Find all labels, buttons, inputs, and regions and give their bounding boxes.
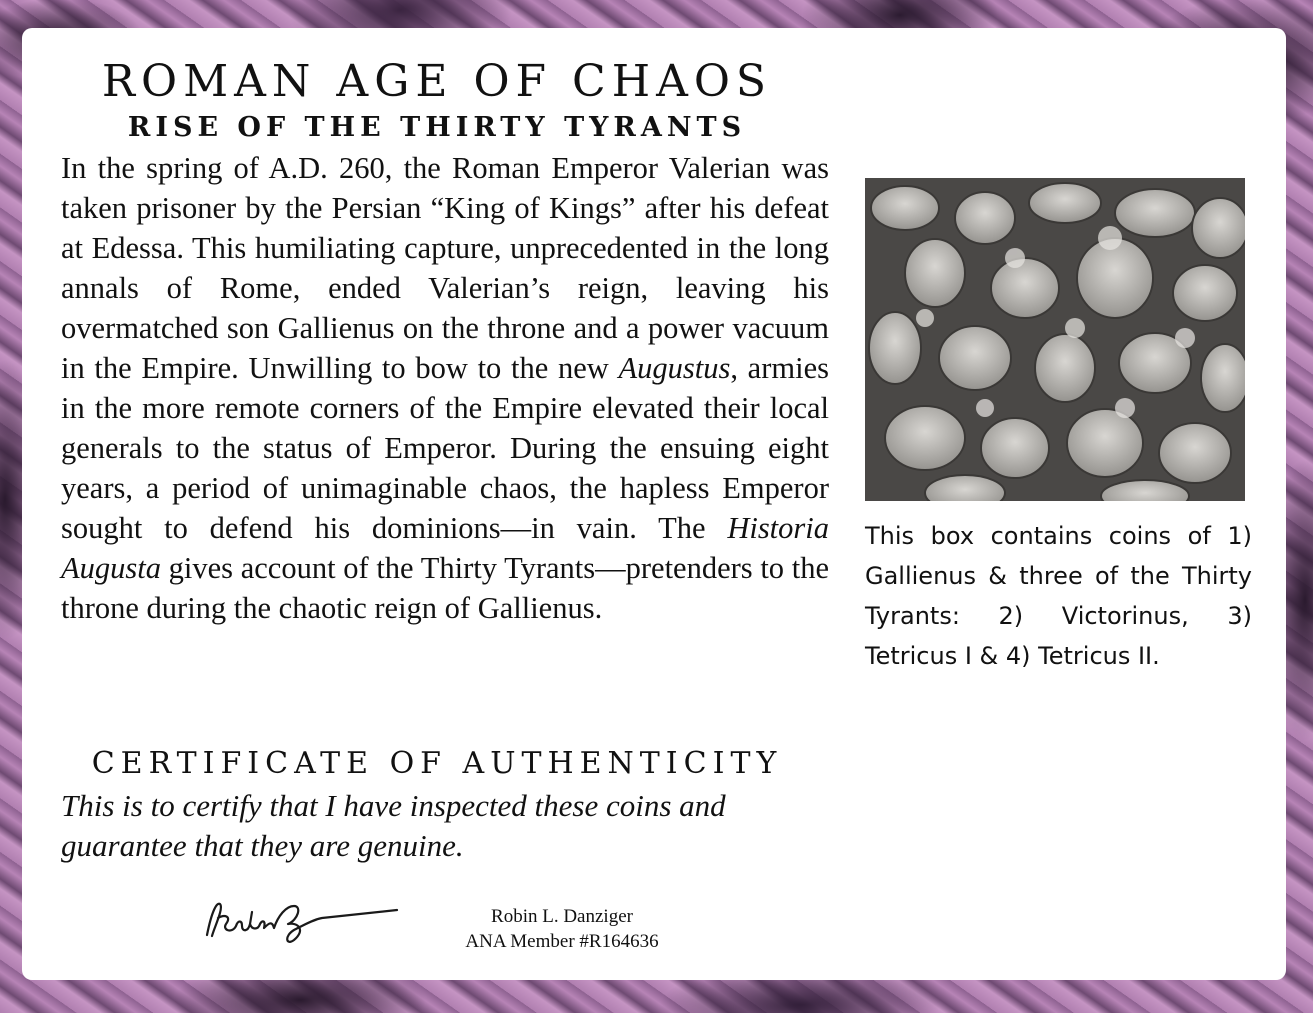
sarcophagus-relief-photo [865, 178, 1245, 501]
history-text-part1: In the spring of A.D. 260, the Roman Emperor Valerian was taken prisoner by the Persian “King of Kings” after his defeat at Edessa. This humiliating capture, unprecedented in the long annals of Rome, ended Valerian’s reign, leaving his overmatched son Gallienus on the throne and a power vacuum in the Empire. Unwilling to bow to the new [61, 151, 829, 385]
box-contents-caption: This box contains coins of 1) Gallienus & three of the Thirty Tyrants: 2) Victorinus, 3) Tetricus I & 4) Tetricus II. [865, 522, 1252, 670]
signer-membership: ANA Member #R164636 [465, 931, 659, 952]
signer-block [442, 904, 682, 954]
history-text-italic-historia: Historia Augusta [61, 511, 829, 585]
signature-image [202, 890, 402, 950]
certificate-statement: This is to certify that I have inspected these coins and guarantee that they are genuine. [61, 788, 726, 863]
certificate-heading: CERTIFICATE OF AUTHENTICITY [91, 746, 783, 781]
history-text-part3: gives account of the Thirty Tyrants—pretenders to the throne during the chaotic reign of Gallienus. [61, 551, 829, 625]
relief-image-icon [865, 178, 1245, 501]
page-title: ROMAN AGE OF CHAOS [101, 56, 773, 107]
history-text-part2: , armies in the more remote corners of the Empire elevated their local generals to the status of Emperor. During the ensuing eight years, a period of unimaginable chaos, the hapless Emperor sought to defend his dominions—in vain. The [61, 351, 829, 545]
page-subtitle: RISE OF THE THIRTY TYRANTS [127, 112, 747, 143]
history-text-italic-augustus: Augustus [618, 351, 731, 385]
history-paragraph [61, 148, 829, 628]
certificate-card [22, 28, 1286, 980]
signer-name: Robin L. Danziger [491, 906, 633, 927]
